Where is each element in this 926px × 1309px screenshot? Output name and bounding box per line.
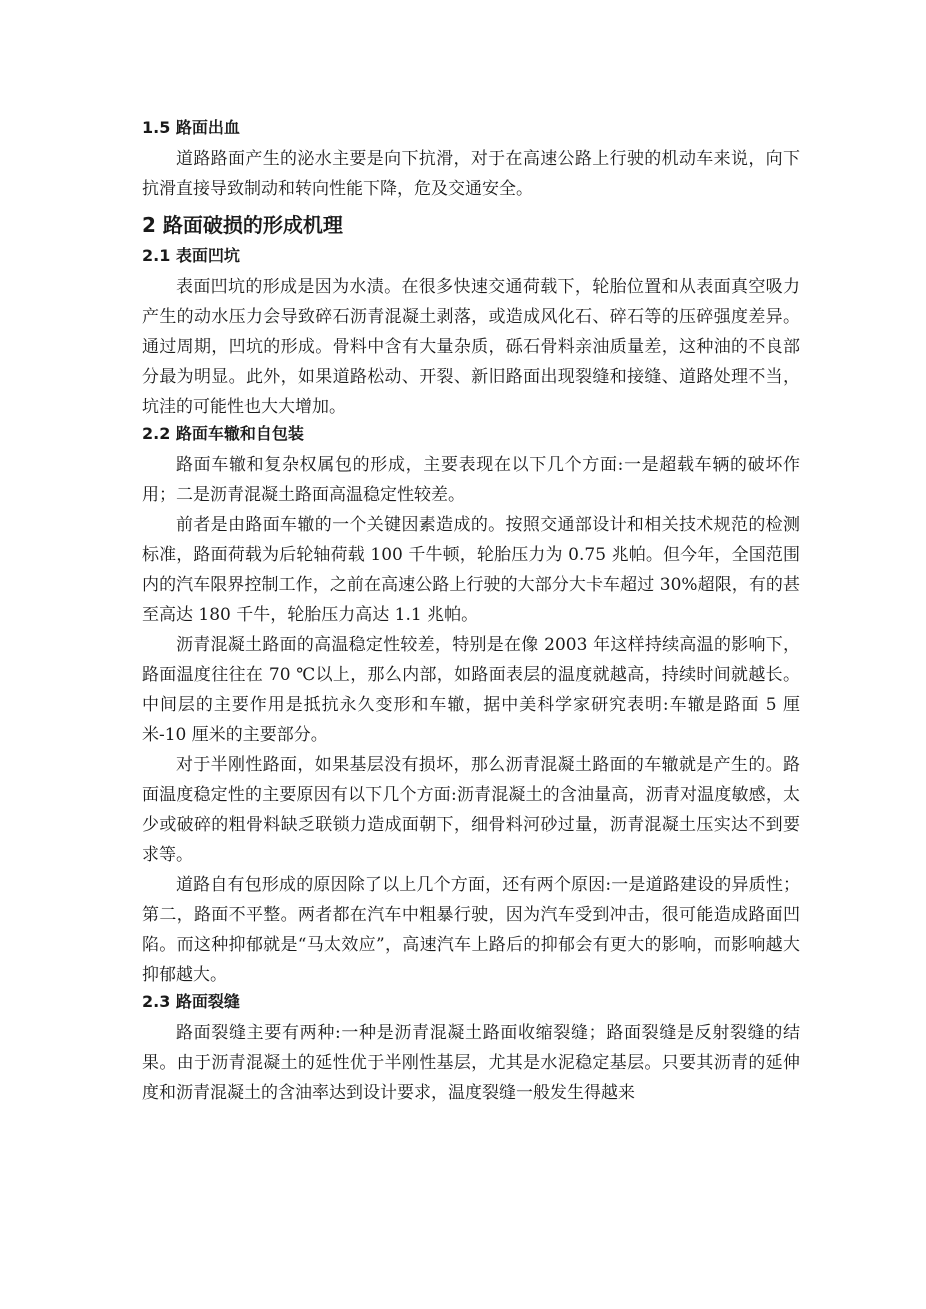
section-2-1-paragraph-1: 表面凹坑的形成是因为水渍。在很多快速交通荷载下，轮胎位置和从表面真空吸力产生的动水压力会导致碎石沥青混凝土剥落，或造成风化石、碎石等的压碎强度差异。通过周期，凹坑的形成。骨料中含有大量杂质，砾石骨料亲油质量差，这种油的不良部分最为明显。此外，如果道路松动、开裂、新旧路面出现裂缝和接缝、道路处理不当，坑洼的可能性也大大增加。: [142, 277, 800, 417]
section-2-3-paragraph-1: 路面裂缝主要有两种:一种是沥青混凝土路面收缩裂缝；路面裂缝是反射裂缝的结果。由于沥青混凝土的延性优于半刚性基层，尤其是水泥稳定基层。只要其沥青的延伸度和沥青混凝土的含油率达到设计要求，温度裂缝一般发生得越来: [142, 1023, 800, 1103]
section-2-2-paragraph-4: 对于半刚性路面，如果基层没有损坏，那么沥青混凝土路面的车辙就是产生的。路面温度稳定性的主要原因有以下几个方面:沥青混凝土的含油量高，沥青对温度敏感，太少或破碎的粗骨料缺乏联锁力造成面朝下，细骨料河砂过量，沥青混凝土压实达不到要求等。: [142, 755, 800, 865]
section-2-2-paragraph-5: 道路自有包形成的原因除了以上几个方面，还有两个原因:一是道路建设的异质性；第二，路面不平整。两者都在汽车中粗暴行驶，因为汽车受到冲击，很可能造成路面凹陷。而这种抑郁就是“马太效应”，高速汽车上路后的抑郁会有更大的影响，而影响越大抑郁越大。: [142, 875, 800, 985]
section-1-5-heading: 1.5 路面出血: [142, 118, 240, 137]
document-page: [142, 118, 800, 1108]
section-2-3-heading: 2.3 路面裂缝: [142, 992, 240, 1011]
section-1-5-paragraph-1: 道路路面产生的泌水主要是向下抗滑，对于在高速公路上行驶的机动车来说，向下抗滑直接导致制动和转向性能下降，危及交通安全。: [142, 149, 800, 199]
section-2-2-heading: 2.2 路面车辙和自包装: [142, 424, 304, 443]
section-2-2-paragraph-1: 路面车辙和复杂权属包的形成，主要表现在以下几个方面:一是超载车辆的破坏作用；二是沥青混凝土路面高温稳定性较差。: [142, 455, 800, 505]
section-2-heading: 2 路面破损的形成机理: [142, 213, 343, 237]
section-2-1-heading: 2.1 表面凹坑: [142, 246, 240, 265]
section-2-2-paragraph-2: 前者是由路面车辙的一个关键因素造成的。按照交通部设计和相关技术规范的检测标准，路面荷载为后轮轴荷载 100 千牛顿，轮胎压力为 0.75 兆帕。但今年，全国范围内的汽车限界控制工作，之前在高速公路上行驶的大部分大卡车超过 30%超限，有的甚至高达 180 千牛，轮胎压力高达 1.1 兆帕。: [142, 515, 800, 625]
section-2-2-paragraph-3: 沥青混凝土路面的高温稳定性较差，特别是在像 2003 年这样持续高温的影响下，路面温度往往在 70 ℃以上，那么内部，如路面表层的温度就越高，持续时间就越长。中间层的主要作用是抵抗永久变形和车辙，据中美科学家研究表明:车辙是路面 5 厘米-10 厘米的主要部分。: [142, 635, 800, 745]
